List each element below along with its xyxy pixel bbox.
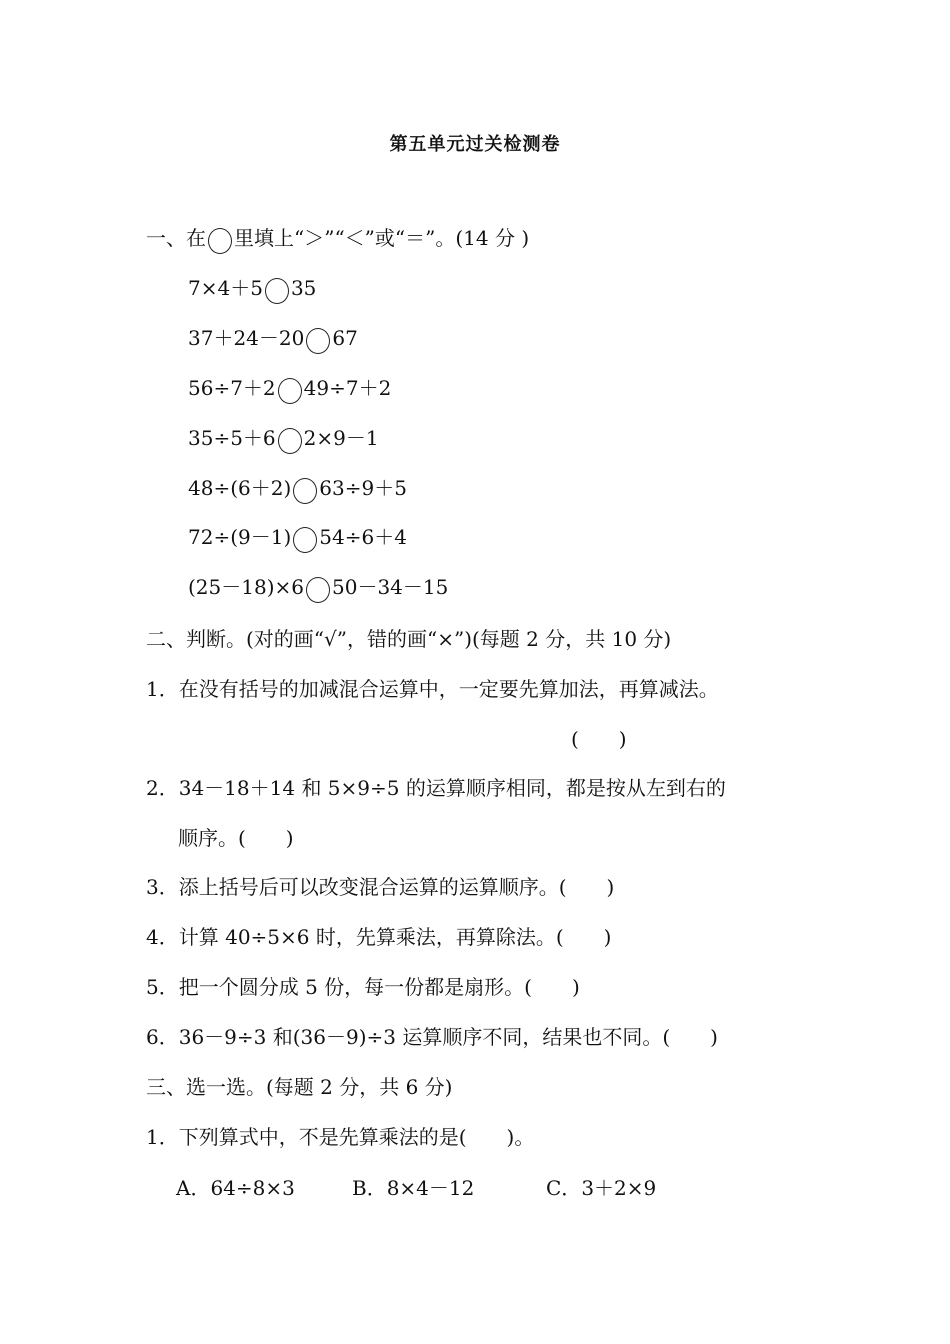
answer-circle[interactable] — [293, 478, 317, 504]
compare-left: 37＋24－20 — [188, 326, 305, 350]
answer-circle[interactable] — [265, 278, 289, 304]
question-number: 3． — [146, 875, 179, 899]
compare-left: 7×4＋5 — [188, 276, 263, 300]
compare-item-2 — [188, 325, 358, 354]
page-title: 第五单元过关检测卷 — [389, 134, 561, 155]
question-number: 4． — [146, 925, 179, 949]
question-number: 6． — [146, 1025, 179, 1049]
question-text: 添上括号后可以改变混合运算的运算顺序。( ) — [178, 875, 615, 899]
option-text: 64÷8×3 — [210, 1176, 295, 1200]
compare-right: 49÷7＋2 — [303, 376, 392, 400]
option-a[interactable] — [176, 1175, 295, 1201]
compare-right: 63÷9＋5 — [319, 476, 407, 500]
choice-question-1 — [146, 1124, 534, 1150]
compare-item-6 — [188, 524, 407, 553]
compare-item-1 — [188, 275, 316, 304]
compare-left: 72÷(9－1) — [188, 525, 292, 549]
question-number: 2． — [146, 776, 179, 800]
blank-circle-icon — [208, 228, 232, 254]
section2-heading: 二、判断。(对的画“√”，错的画“×”)(每题 2 分，共 10 分) — [146, 627, 672, 651]
judge-question-2-cont: 顺序。( ) — [178, 826, 294, 850]
compare-right: 67 — [332, 326, 358, 350]
option-text: 3＋2×9 — [581, 1176, 657, 1200]
option-label: C． — [546, 1176, 582, 1200]
compare-left: 35÷5＋6 — [188, 426, 276, 450]
question-text: 34－18＋14 和 5×9÷5 的运算顺序相同，都是按从左到右的 — [178, 776, 726, 800]
section1-heading — [146, 225, 529, 254]
option-b[interactable] — [352, 1175, 474, 1201]
question-text: 下列算式中，不是先算乘法的是( )。 — [178, 1125, 535, 1149]
compare-item-4 — [188, 425, 379, 454]
compare-right: 50－34－15 — [332, 575, 449, 599]
question-text: 把一个圆分成 5 份，每一份都是扇形。( ) — [178, 975, 580, 999]
option-label: B． — [352, 1176, 387, 1200]
option-c[interactable] — [546, 1175, 656, 1201]
section3-heading: 三、选一选。(每题 2 分，共 6 分) — [146, 1075, 453, 1099]
section1-heading-pre: 一、在 — [146, 226, 206, 250]
answer-circle[interactable] — [278, 428, 302, 454]
answer-circle[interactable] — [278, 378, 302, 404]
compare-item-7 — [188, 574, 448, 603]
question-number: 1． — [146, 1125, 179, 1149]
compare-right: 2×9－1 — [303, 426, 379, 450]
judge-question-2 — [146, 775, 726, 801]
compare-right: 35 — [290, 276, 317, 300]
question-text: 在没有括号的加减混合运算中，一定要先算加法，再算减法。 — [178, 677, 719, 701]
compare-item-5 — [188, 475, 407, 504]
question-text: 36－9÷3 和(36－9)÷3 运算顺序不同，结果也不同。( ) — [178, 1025, 718, 1049]
compare-left: 56÷7＋2 — [188, 376, 276, 400]
answer-paren[interactable]: ( ) — [571, 727, 627, 751]
compare-left: 48÷(6＋2) — [188, 476, 292, 500]
compare-left: (25－18)×6 — [188, 575, 304, 599]
question-text: 计算 40÷5×6 时，先算乘法，再算除法。( ) — [178, 925, 612, 949]
judge-question-3 — [146, 874, 614, 900]
answer-circle[interactable] — [306, 577, 330, 603]
compare-item-3 — [188, 375, 391, 404]
compare-right: 54÷6＋4 — [319, 525, 407, 549]
option-text: 8×4－12 — [386, 1176, 475, 1200]
question-number: 1． — [146, 677, 179, 701]
answer-circle[interactable] — [293, 527, 317, 553]
judge-question-1 — [146, 676, 719, 702]
section1-heading-post: 里填上“＞”“＜”或“＝”。(14 分 ) — [234, 226, 530, 250]
answer-circle[interactable] — [306, 328, 330, 354]
judge-question-4 — [146, 924, 611, 950]
question-number: 5． — [146, 975, 179, 999]
judge-question-6 — [146, 1024, 718, 1050]
judge-question-5 — [146, 974, 580, 1000]
option-label: A． — [176, 1176, 211, 1200]
